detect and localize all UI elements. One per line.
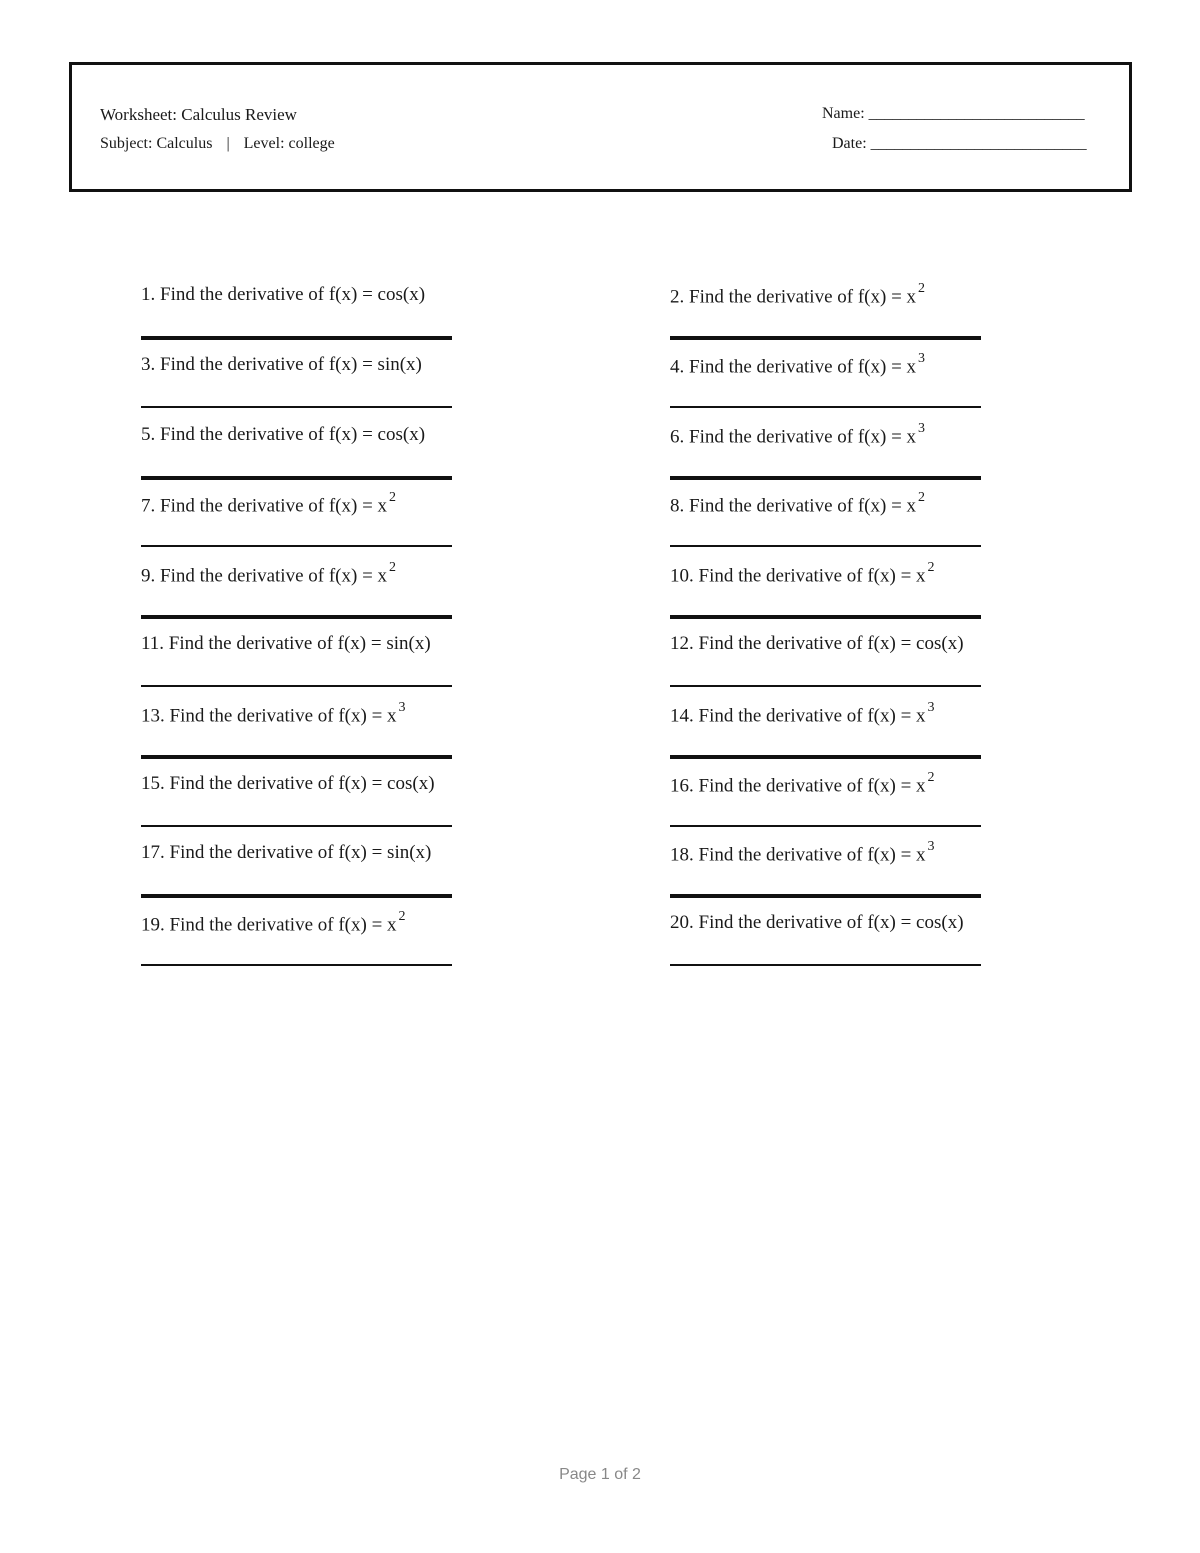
- question-text: Find the derivative of f(x) = x: [160, 495, 388, 517]
- question-20: [670, 912, 1030, 934]
- question-text: Find the derivative of f(x) = x: [698, 774, 926, 796]
- worksheet-header: [69, 62, 1132, 192]
- name-blank[interactable]: ___________________________: [868, 105, 1085, 122]
- name-field[interactable]: [822, 105, 1085, 123]
- question-number: 20.: [670, 912, 694, 934]
- question-9: [141, 560, 501, 587]
- answer-line[interactable]: [141, 964, 452, 966]
- question-text: Find the derivative of f(x) = x: [689, 425, 917, 447]
- exponent: 2: [398, 909, 406, 925]
- question-14: [670, 699, 1030, 727]
- subtitle-separator: |: [226, 135, 230, 152]
- question-text: Find the derivative of f(x) = x: [698, 705, 926, 727]
- answer-line[interactable]: [670, 894, 981, 898]
- question-6: [670, 420, 1030, 448]
- exponent: 2: [389, 560, 397, 576]
- question-text: Find the derivative of f(x) = sin(x): [160, 353, 422, 375]
- question-number: 5.: [141, 423, 156, 445]
- answer-line[interactable]: [141, 336, 452, 340]
- question-7: [141, 490, 501, 517]
- exponent: 3: [918, 350, 926, 366]
- question-text: Find the derivative of f(x) = x: [169, 705, 397, 727]
- answer-line[interactable]: [141, 894, 452, 898]
- question-16: [670, 769, 1030, 797]
- question-3: [141, 354, 501, 376]
- question-number: 9.: [141, 565, 156, 587]
- question-text: Find the derivative of f(x) = sin(x): [169, 842, 432, 864]
- answer-line[interactable]: [670, 755, 981, 759]
- question-19: [141, 909, 501, 936]
- question-8: [670, 490, 1030, 517]
- question-text: Find the derivative of f(x) = x: [689, 286, 917, 308]
- exponent: 2: [927, 560, 935, 576]
- question-text: Find the derivative of f(x) = x: [689, 495, 917, 517]
- date-label: Date:: [832, 135, 867, 152]
- exponent: 3: [398, 699, 406, 715]
- exponent: 2: [918, 281, 926, 296]
- exponent: 2: [389, 490, 397, 506]
- question-text: Find the derivative of f(x) = cos(x): [160, 284, 426, 305]
- question-number: 15.: [141, 772, 165, 794]
- level-label: Level:: [243, 135, 285, 152]
- question-number: 14.: [670, 705, 694, 727]
- exponent: 2: [927, 769, 935, 785]
- question-number: 4.: [670, 356, 685, 378]
- question-text: Find the derivative of f(x) = cos(x): [169, 772, 435, 794]
- answer-line[interactable]: [670, 476, 981, 480]
- question-text: Find the derivative of f(x) = x: [169, 914, 397, 936]
- answer-line[interactable]: [670, 825, 981, 827]
- question-18: [670, 839, 1030, 866]
- title-text: Calculus Review: [181, 105, 297, 124]
- question-17: [141, 842, 501, 864]
- answer-line[interactable]: [141, 685, 452, 687]
- question-number: 6.: [670, 425, 685, 447]
- question-4: [670, 350, 1030, 378]
- question-text: Find the derivative of f(x) = x: [698, 565, 926, 587]
- question-text: Find the derivative of f(x) = sin(x): [168, 633, 431, 654]
- date-field[interactable]: [832, 135, 1087, 153]
- question-number: 12.: [670, 633, 694, 654]
- exponent: 3: [927, 699, 935, 715]
- answer-line[interactable]: [670, 615, 981, 619]
- question-12: [670, 633, 1030, 655]
- question-number: 2.: [670, 286, 685, 308]
- answer-line[interactable]: [141, 545, 452, 547]
- answer-line[interactable]: [141, 755, 452, 759]
- question-11: [141, 633, 501, 655]
- question-text: Find the derivative of f(x) = x: [689, 356, 917, 378]
- question-number: 18.: [670, 844, 694, 866]
- answer-line[interactable]: [670, 545, 981, 547]
- question-10: [670, 560, 1030, 587]
- question-text: Find the derivative of f(x) = cos(x): [698, 912, 964, 934]
- question-15: [141, 773, 501, 795]
- question-number: 10.: [670, 565, 694, 587]
- question-text: Find the derivative of f(x) = x: [698, 844, 926, 866]
- question-2: [670, 281, 1030, 308]
- title-prefix: Worksheet:: [100, 105, 177, 124]
- question-1: [141, 284, 501, 306]
- question-5: [141, 424, 501, 446]
- question-text: Find the derivative of f(x) = cos(x): [698, 633, 964, 654]
- answer-line[interactable]: [670, 964, 981, 966]
- answer-line[interactable]: [670, 685, 981, 687]
- question-number: 8.: [670, 495, 685, 517]
- exponent: 2: [918, 490, 926, 506]
- name-label: Name:: [822, 105, 865, 122]
- page-number: Page 1 of 2: [559, 1466, 641, 1483]
- answer-line[interactable]: [141, 406, 452, 408]
- answer-line[interactable]: [670, 336, 981, 340]
- question-number: 19.: [141, 914, 165, 936]
- subject-label: Subject:: [100, 135, 153, 152]
- question-13: [141, 699, 501, 727]
- date-blank[interactable]: ___________________________: [870, 135, 1087, 152]
- worksheet-subtitle: [100, 135, 335, 153]
- question-text: Find the derivative of f(x) = cos(x): [160, 423, 426, 445]
- answer-line[interactable]: [141, 476, 452, 480]
- question-text: Find the derivative of f(x) = x: [160, 565, 388, 587]
- question-number: 3.: [141, 353, 156, 375]
- exponent: 3: [918, 420, 926, 436]
- level-value: college: [288, 135, 335, 152]
- question-number: 11.: [141, 633, 165, 654]
- question-number: 1.: [141, 284, 156, 305]
- worksheet-title: [100, 105, 297, 125]
- question-number: 7.: [141, 495, 156, 517]
- question-number: 17.: [141, 842, 165, 864]
- question-number: 13.: [141, 705, 165, 727]
- answer-line[interactable]: [670, 406, 981, 408]
- answer-line[interactable]: [141, 615, 452, 619]
- question-number: 16.: [670, 774, 694, 796]
- subject-value: Calculus: [156, 135, 213, 152]
- exponent: 3: [927, 839, 935, 855]
- answer-line[interactable]: [141, 825, 452, 827]
